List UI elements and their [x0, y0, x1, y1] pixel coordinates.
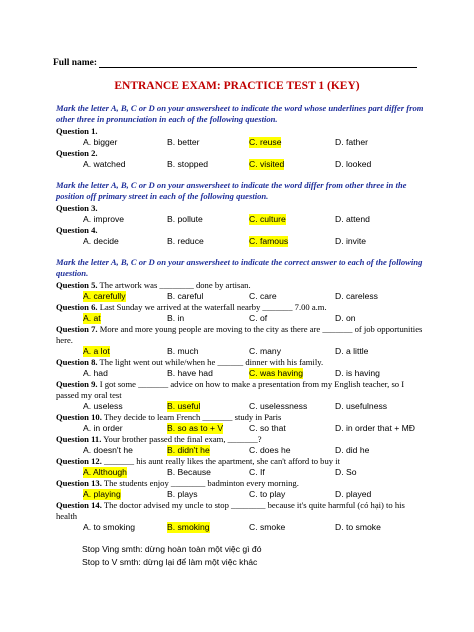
option-d: D. a little	[335, 346, 369, 356]
question-5	[56, 280, 428, 291]
option-a-answer: A. Although	[83, 467, 127, 477]
question-1-options	[83, 137, 463, 148]
option-b: B. better	[167, 137, 200, 147]
question-6-options	[83, 313, 463, 324]
question-2-options	[83, 159, 463, 170]
option-c: C. does he	[249, 445, 291, 455]
question-text: The doctor advised my uncle to stop ________ because it's quite harmful (có hại) to his health	[56, 500, 405, 521]
option-b-answer: B. smoking	[167, 522, 210, 532]
section-3-instruction: Mark the letter A, B, C or D on your answersheet to indicate the correct answer to each of the following question.	[56, 257, 423, 278]
question-text: More and more young people are moving to the city as there are _______ of job opportunities here.	[56, 324, 423, 345]
option-a-answer: A. carefully	[83, 291, 126, 301]
question-label: Question 12.	[56, 456, 102, 466]
option-c-answer: C. culture	[249, 214, 286, 224]
question-text: Last Sunday we arrived at the waterfall nearby _______ 7.00 a.m.	[97, 302, 327, 312]
option-b: B. reduce	[167, 236, 204, 246]
option-a: A. bigger	[83, 137, 118, 147]
option-d: D. usefulness	[335, 401, 388, 411]
question-9	[56, 379, 428, 401]
option-c-answer: C. visited	[249, 159, 285, 169]
question-8	[56, 357, 428, 368]
option-b: B. have had	[167, 368, 213, 378]
fullname-blank-line	[99, 59, 417, 68]
option-c-answer: C. famous	[249, 236, 289, 246]
option-d: D. careless	[335, 291, 378, 301]
option-a: A. doesn't he	[83, 445, 133, 455]
fullname-label: Full name:	[53, 58, 98, 68]
section-1-instruction: Mark the letter A, B, C or D on your answersheet to indicate the word whose underlines part differ from other three in pronunciation in each of the following question.	[56, 103, 424, 124]
question-8-options	[83, 368, 463, 379]
question-label: Question 8.	[56, 357, 98, 367]
question-text: The students enjoy ________ badminton every morning.	[101, 478, 299, 488]
question-12-options	[83, 467, 463, 478]
question-7-options	[83, 346, 463, 357]
option-b-answer: B. didn't he	[167, 445, 210, 455]
option-c: C. many	[249, 346, 281, 356]
option-b-answer: B. useful	[167, 401, 201, 411]
question-label: Question 7.	[56, 324, 98, 334]
option-a: A. to smoking	[83, 522, 136, 532]
question-label: Question 3.	[56, 203, 98, 213]
question-text: They decide to learn French _______ study in Paris	[101, 412, 282, 422]
question-text: The light went out while/when he ______ dinner with his family.	[97, 357, 324, 367]
question-9-options	[83, 401, 463, 412]
option-c: C. to play	[249, 489, 286, 499]
option-a: A. in order	[83, 423, 123, 433]
question-3	[56, 203, 428, 214]
option-b: B. pollute	[167, 214, 203, 224]
question-label: Question 9.	[56, 379, 98, 389]
option-d: D. father	[335, 137, 368, 147]
option-d: D. looked	[335, 159, 372, 169]
question-label: Question 13.	[56, 478, 102, 488]
question-1	[56, 126, 428, 137]
option-a: A. useless	[83, 401, 123, 411]
question-4	[56, 225, 428, 236]
option-a-answer: A. a lot	[83, 346, 110, 356]
option-c: C. care	[249, 291, 277, 301]
question-label: Question 6.	[56, 302, 98, 312]
question-11-options	[83, 445, 463, 456]
option-c-answer: C. reuse	[249, 137, 282, 147]
option-b-answer: B. so as to + V	[167, 423, 224, 433]
grammar-note-2: Stop to V smth: dừng lại để làm một việc khác	[82, 557, 258, 567]
question-2	[56, 148, 428, 159]
option-c: C. uselessness	[249, 401, 308, 411]
section-2-instruction: Mark the letter A, B, C or D on your answersheet to indicate the word differ from other three in the position off primary street in each of the following question.	[56, 180, 407, 201]
question-label: Question 11.	[56, 434, 102, 444]
option-a: A. improve	[83, 214, 125, 224]
option-c: C. of	[249, 313, 268, 323]
option-a-answer: A. at	[83, 313, 101, 323]
question-text: The artwork was ________ done by artisan.	[97, 280, 251, 290]
question-3-options	[83, 214, 463, 225]
question-6	[56, 302, 428, 313]
option-d: D. is having	[335, 368, 380, 378]
option-d: D. to smoke	[335, 522, 381, 532]
option-d: D. on	[335, 313, 356, 323]
question-text: Your brother passed the final exam, _______?	[101, 434, 262, 444]
question-label: Question 4.	[56, 225, 98, 235]
option-c: C. If	[249, 467, 265, 477]
question-5-options	[83, 291, 463, 302]
option-b: B. stopped	[167, 159, 209, 169]
question-14-options	[83, 522, 463, 533]
option-d: D. invite	[335, 236, 367, 246]
option-a-answer: A. playing	[83, 489, 121, 499]
option-c: C. so that	[249, 423, 286, 433]
option-a: A. decide	[83, 236, 119, 246]
option-b: B. in	[167, 313, 185, 323]
option-d: D. attend	[335, 214, 370, 224]
option-a: A. had	[83, 368, 108, 378]
question-13-options	[83, 489, 463, 500]
exam-title: ENTRANCE EXAM: PRACTICE TEST 1 (KEY)	[114, 80, 360, 92]
fullname-field	[53, 58, 417, 68]
question-label: Question 14.	[56, 500, 102, 510]
option-d: D. in order that + MĐ	[335, 423, 415, 433]
question-4-options	[83, 236, 463, 247]
question-text: I got some _______ advice on how to make a presentation from my English teacher, so I passed my oral test	[56, 379, 405, 400]
question-11	[56, 434, 428, 445]
question-10	[56, 412, 428, 423]
question-label: Question 1.	[56, 126, 98, 136]
option-d: D. So	[335, 467, 357, 477]
option-b: B. much	[167, 346, 199, 356]
question-10-options	[83, 423, 463, 434]
option-b: B. careful	[167, 291, 204, 301]
option-c: C. smoke	[249, 522, 286, 532]
question-7	[56, 324, 428, 346]
question-12	[56, 456, 428, 467]
option-c-answer: C. was having	[249, 368, 303, 378]
option-d: D. did he	[335, 445, 370, 455]
grammar-note-1: Stop Ving smth: dừng hoàn toàn một việc gì đó	[82, 544, 262, 554]
option-a: A. watched	[83, 159, 126, 169]
question-13	[56, 478, 428, 489]
question-label: Question 2.	[56, 148, 98, 158]
question-label: Question 5.	[56, 280, 98, 290]
question-14	[56, 500, 428, 522]
question-label: Question 10.	[56, 412, 102, 422]
option-d: D. played	[335, 489, 372, 499]
option-b: B. plays	[167, 489, 198, 499]
option-b: B. Because	[167, 467, 211, 477]
question-text: _______ his aunt really likes the apartment, she can't afford to buy it	[101, 456, 340, 466]
